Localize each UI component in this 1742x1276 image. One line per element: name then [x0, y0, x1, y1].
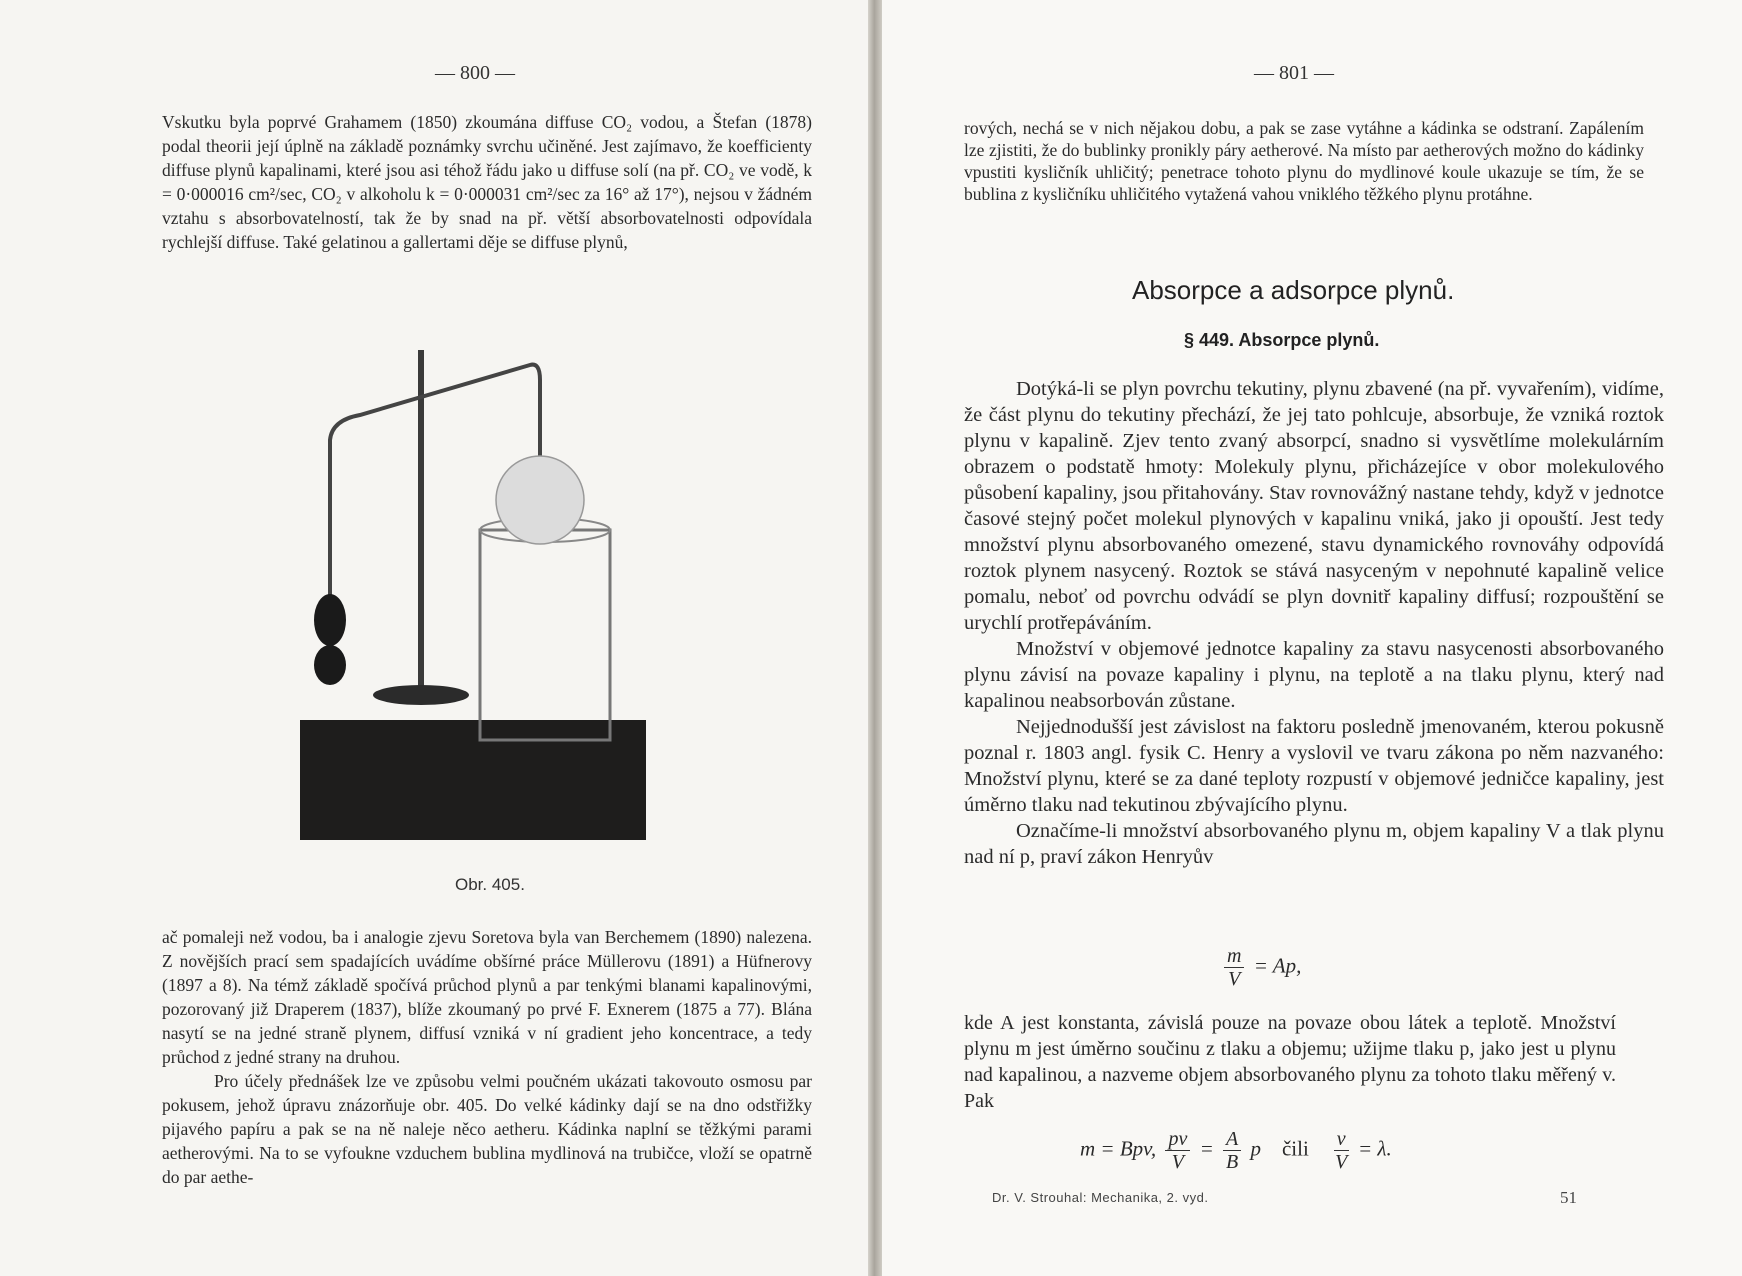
fraction: $\frac{A}{B}$ [1223, 1128, 1241, 1173]
page-number: — 801 — [1254, 62, 1334, 84]
equation-absorption: m = Bpv, $\frac{pv}{V}$ = $\frac{A}{B}$ p čili $\frac{v}{V}$ = λ. [1080, 1128, 1392, 1173]
section-subtitle: § 449. Absorpce plynů. [1184, 330, 1380, 350]
figure-caption: Obr. 405. [455, 875, 525, 894]
apparatus-figure [300, 350, 646, 850]
section-title: Absorpce a adsorpce plynů. [1132, 275, 1455, 305]
text-block [162, 925, 812, 1189]
fraction: $\frac{m}{V}$ [1224, 945, 1244, 990]
right-page [882, 0, 1742, 1276]
footer-signature: Dr. V. Strouhal: Mechanika, 2. vyd. [992, 1190, 1209, 1205]
paragraph: Pro účely přednášek lze ve způsobu velmi poučném ukázati takovouto osmosu par pokusem, jehož úpravu znázorňuje obr. 405. Do velké kádinky dají se na dno odstřižky pijavého papíru a pak se na ně naleje něco aetheru. Kádinka naplní se těžkými parami aetherovými. Na to se vyfoukne vzduchem bublina mydlinová na trubičce, vloží se opatrně do par aethe- [162, 1071, 812, 1187]
gutter [868, 0, 882, 1276]
folio-number: 51 [1560, 1188, 1577, 1207]
equation-henry: $\frac{m}{V}$ = Ap, [1220, 945, 1301, 990]
paragraph: rových, nechá se v nich nějakou dobu, a pak se zase vytáhne a kádinka se odstraní. Zapálením lze zjistiti, že do bublinky pronikly páry aetherové. Na místo par aetherových možno do kádinky vpustiti kysličník uhličitý; penetrace tohoto plynu do mydlinové koule ukazuje se tím, že se bublina z kysličníku uhličitého vytažená vahou vniklého těžkého plynu protáhne. [964, 118, 1644, 204]
paragraph: Dotýká-li se plyn povrchu tekutiny, plynu zbavené (na př. vyvařením), vidíme, že část plynu do tekutiny přechází, že jej tato pohlcuje, absorbuje, že vzniká roztok plynu v kapalině. Zjev tento zvaný absorpcí, snadno si vysvětlíme molekulárním obrazem o podstatě hmoty: Molekuly plynu, přicházejíce v obor molekulového působení kapaliny, jsou přitahovány. Stav rovnovážný nastane tehdy, když v jednotce časové stejný počet molekul plynových v kapalinu vniká, jako ji opouští. Jest tedy množství plynu absorbovaného omezené, stavu dynamického rovnováhy odpovídá roztok plynem nasycený. Roztok se stává nasyceným v nepohnuté kapalině velice pomalu, neboť od povrchu odvádí se plyn dovnitř kapaliny diffusí; rozpouštění se urychlí protřepáváním. [964, 378, 1664, 634]
left-page [0, 0, 868, 1276]
paragraph: ač pomaleji než vodou, ba i analogie zjevu Soretova byla van Berchemem (1890) nalezena. Z novějších prací sem spadajících uvádíme obšírné práce Müllerovu (1891) a Hüfnerovy (1897 a 8). Na témž základě spočívá průchod plynů a par tenkými blanami kapalinovými, pozorovaný již Draperem (1837), blíže zkoumaný po prvé F. Exnerem (1875 a 77). Blána nasytí se na jedné straně plynem, diffusí vzniká v ní gradient jeho koncentrace, a tedy průchod z jedné strany na druhou. [162, 927, 812, 1067]
paragraph: Množství v objemové jednotce kapaliny za stavu nasycenosti absorbovaného plynu závisí na povaze kapaliny i plynu, na teplotě a na tlaku plynu, který nad kapalinou neabsorbován zůstane. [964, 638, 1664, 712]
page-number: — 800 — [435, 62, 515, 84]
fraction: $\frac{pv}{V}$ [1165, 1128, 1190, 1173]
paragraph: Označíme-li množství absorbovaného plynu m, objem kapaliny V a tlak plynu nad ní p, praví zákon Henryův [964, 820, 1664, 868]
paragraph: kde A jest konstanta, závislá pouze na povaze obou látek a teplotě. Množství plynu m jest úměrno součinu z tlaku a objemu; užijme tlaku p, jako jest u plynu nad kapalinou, a nazveme objem absorbovaného plynu za tohoto tlaku měřený v. Pak [964, 1012, 1616, 1112]
paragraph: Nejjednodušší jest závislost na faktoru posledně jmenovaném, kterou pokusně poznal r. 1803 angl. fysik C. Henry a vyslovil ve tvaru zákona po něm nazvaného: Množství plynu, které se za dané teploty rozpustí v objemové jedničce kapaliny, jest úměrno tlaku nad tekutinou zbývajícího plynu. [964, 716, 1664, 816]
fraction: $\frac{v}{V}$ [1335, 1128, 1348, 1173]
text-block [964, 376, 1664, 870]
paragraph: Vskutku byla poprvé Grahamem (1850) zkoumána diffuse CO₂ vodou, a Štefan (1878) podal theorii její úplně na základě poznámky svrchu učiněné. Jest zajímavo, že koefficienty diffuse plynů kapalinami, které jsou asi téhož řádu jako u diffuse solí (na př. CO₂ ve vodě, k = 0·000016 cm²/sec, CO₂ v alkoholu k = 0·000031 cm²/sec za 16° až 17°), nejsou v žádném vztahu s absorbovatelností, tak že by snad na př. větší absorbovatelnosti odpovídala rychlejší diffuse. Také gelatinou a gallertami děje se diffuse plynů, [162, 112, 812, 252]
